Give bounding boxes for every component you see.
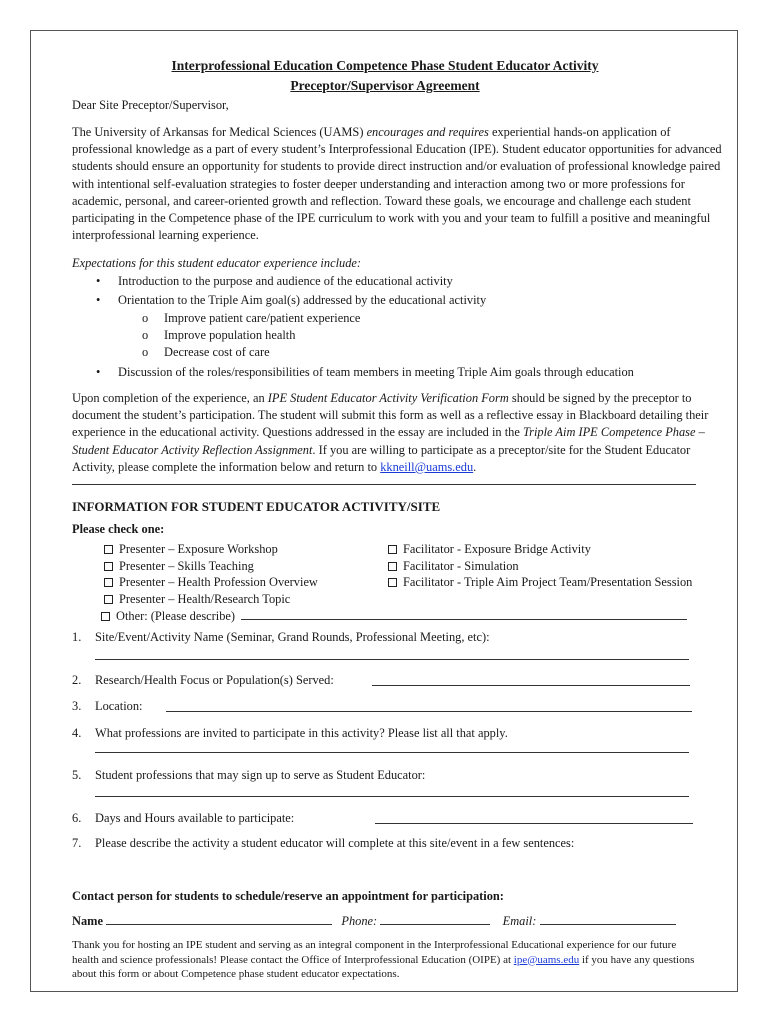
verification-form-name: IPE Student Educator Activity Verification Form [267, 391, 509, 405]
contact-fields [72, 913, 676, 929]
answer-field-q2[interactable] [372, 685, 690, 686]
option-facilitator-simulation[interactable]: Facilitator - Simulation [388, 559, 519, 574]
bullet-glyph: • [96, 293, 101, 307]
contact-heading: Contact person for students to schedule/reserve an appointment for participation: [72, 889, 504, 903]
completion-paragraph: Upon completion of the experience, an IPE Student Educator Activity Verification Form should be signed by the preceptor to document the student’s participation. The student will submit this form as well as a reflective essay in Blackboard detailing their experience in the educational activity. Questions addressed in the essay are included in the Triple Aim IPE Competence Phase – Student Educator Activity Reflection Assignment. If you are willing to participate as a preceptor/site for the Student Educator Activity, please complete the information below and return to kkneill@uams.edu. [72, 391, 709, 474]
answer-field-q1[interactable] [95, 659, 689, 660]
checkbox[interactable] [388, 545, 397, 554]
expectation-subitem: Improve patient care/patient experience [164, 311, 361, 325]
expectation-subitem: Improve population health [164, 328, 296, 342]
checkbox[interactable] [388, 578, 397, 587]
expectation-subitem: Decrease cost of care [164, 345, 270, 359]
option-other[interactable]: Other: (Please describe) [101, 608, 687, 624]
question-text: Days and Hours available to participate: [95, 811, 295, 825]
document-title-line2: Preceptor/Supervisor Agreement [290, 78, 480, 93]
question-number: 6. [72, 811, 82, 825]
sub-bullet-glyph: o [142, 311, 149, 325]
checkbox[interactable] [104, 562, 113, 571]
answer-field-q6[interactable] [375, 823, 693, 824]
checkbox[interactable] [104, 595, 113, 604]
footer-note: Thank you for hosting an IPE student and serving as an integral component in the Interprofessional Educational experience for our future health and science professionals! Please contact the Office of Interprofessional Education (OIPE) at ipe@uams.edu if you have any questions about this form or about Competence phase student educator expectations. [72, 939, 695, 980]
answer-field-q4[interactable] [95, 752, 689, 753]
name-field[interactable] [106, 913, 332, 925]
option-facilitator-exposure-bridge[interactable]: Facilitator - Exposure Bridge Activity [388, 542, 591, 557]
email-label: Email: [502, 914, 537, 928]
option-presenter-health-profession-overview[interactable]: Presenter – Health Profession Overview [104, 575, 318, 590]
question-number: 4. [72, 726, 82, 740]
question-number: 7. [72, 836, 82, 850]
other-describe-field[interactable] [241, 608, 687, 620]
question-text: What professions are invited to participate in this activity? Please list all that apply. [95, 726, 508, 740]
intro-emphasis: encourages and requires [366, 125, 489, 139]
checkbox[interactable] [388, 562, 397, 571]
checkbox[interactable] [101, 612, 110, 621]
question-text: Research/Health Focus or Population(s) Served: [95, 673, 334, 687]
question-number: 5. [72, 768, 82, 782]
bullet-glyph: • [96, 274, 101, 288]
expectation-item: Orientation to the Triple Aim goal(s) addressed by the educational activity [118, 293, 487, 307]
phone-label: Phone: [341, 914, 378, 928]
option-presenter-exposure-workshop[interactable]: Presenter – Exposure Workshop [104, 542, 278, 557]
check-one-label: Please check one: [72, 522, 165, 536]
question-number: 3. [72, 699, 82, 713]
answer-field-q5[interactable] [95, 796, 689, 797]
question-text: Site/Event/Activity Name (Seminar, Grand Rounds, Professional Meeting, etc): [95, 630, 490, 644]
name-label: Name [72, 914, 103, 928]
question-text: Student professions that may sign up to serve as Student Educator: [95, 768, 426, 782]
option-presenter-health-research-topic[interactable]: Presenter – Health/Research Topic [104, 592, 290, 607]
contact-email-link[interactable]: kkneill@uams.edu [380, 459, 474, 474]
reflection-assignment-name: Triple Aim IPE Competence Phase – Student Educator Activity Reflection Assignment [72, 425, 705, 457]
answer-field-q3[interactable] [166, 711, 692, 712]
question-number: 1. [72, 630, 82, 644]
ipe-email-link[interactable]: ipe@uams.edu [513, 953, 580, 966]
sub-bullet-glyph: o [142, 345, 149, 359]
expectations-heading: Expectations for this student educator experience include: [72, 256, 362, 270]
checkbox[interactable] [104, 578, 113, 587]
section-divider [72, 484, 696, 485]
document-title-line1: Interprofessional Education Competence Phase Student Educator Activity [171, 58, 599, 73]
bullet-glyph: • [96, 365, 101, 379]
checkbox[interactable] [104, 545, 113, 554]
option-presenter-skills-teaching[interactable]: Presenter – Skills Teaching [104, 559, 254, 574]
expectation-item: Introduction to the purpose and audience of the educational activity [118, 274, 453, 288]
phone-field[interactable] [380, 913, 490, 925]
question-number: 2. [72, 673, 82, 687]
expectation-item: Discussion of the roles/responsibilities of team members in meeting Triple Aim goals through education [118, 365, 634, 379]
question-text: Location: [95, 699, 143, 713]
option-facilitator-triple-aim[interactable]: Facilitator - Triple Aim Project Team/Presentation Session [388, 575, 692, 590]
salutation: Dear Site Preceptor/Supervisor, [72, 98, 229, 112]
info-heading: INFORMATION FOR STUDENT EDUCATOR ACTIVITY/SITE [72, 499, 441, 514]
email-field[interactable] [540, 913, 676, 925]
sub-bullet-glyph: o [142, 328, 149, 342]
question-text: Please describe the activity a student educator will complete at this site/event in a few sentences: [95, 836, 575, 850]
intro-paragraph: The University of Arkansas for Medical Sciences (UAMS) encourages and requires experiential hands-on application of professional knowledge as a part of every student’s Interprofessional Education (IPE). Student educator opportunities for advanced students should ensure an opportunity for students to provide direct instruction and/or evaluation of professional knowledge paired with intentional self-evaluation strategies to foster deeper understanding and interaction among two or more professions for academic, personal, and career-oriented growth and reflection. Toward these goals, we encourage and challenge each student participating in the Competence phase of the IPE curriculum to work with you and your team to fulfill a positive and meaningful interprofessional learning experience. [72, 125, 722, 243]
